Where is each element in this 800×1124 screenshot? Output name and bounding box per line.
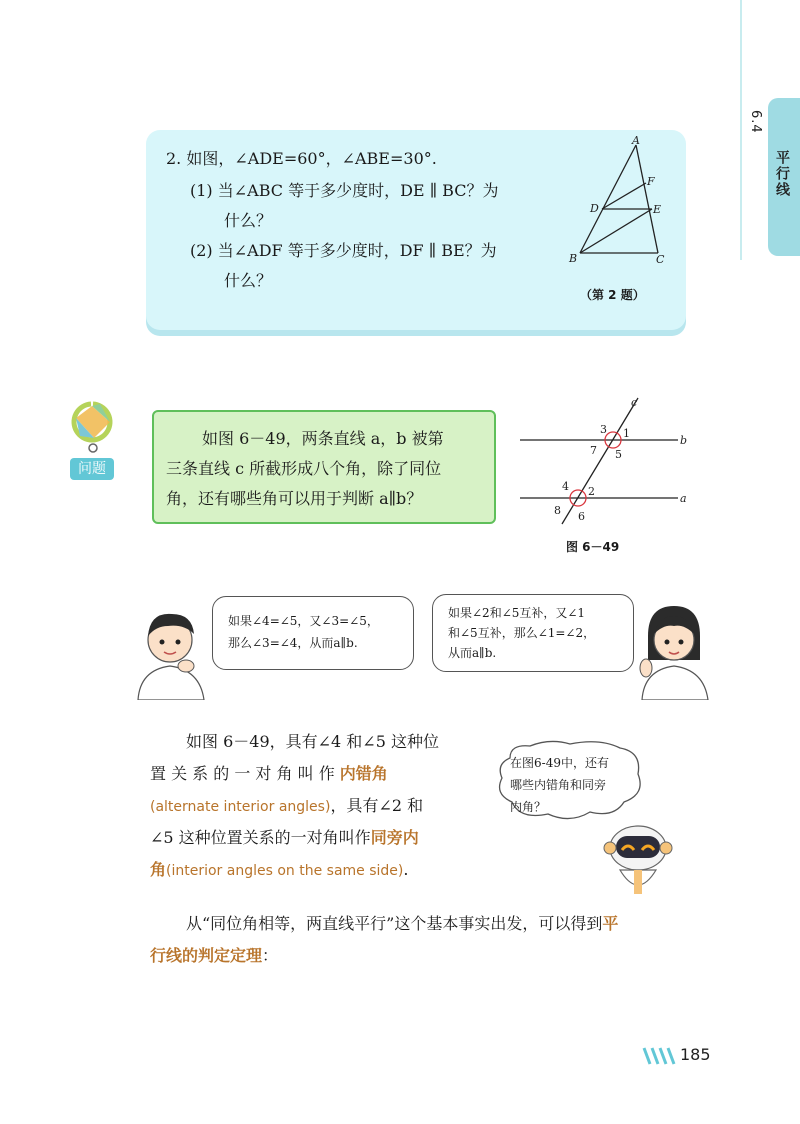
question-line: 角，还有哪些角可以用于判断 a∥b？	[166, 489, 423, 508]
term-same-side-end: 角	[150, 860, 167, 879]
term-same-side: 同旁内	[370, 828, 419, 847]
bubble-right-line: 从而a∥b.	[448, 646, 497, 660]
page-number: 185	[680, 1045, 711, 1064]
angle-2-label: 2	[588, 485, 595, 498]
question-line: 三条直线 c 所截形成八个角，除了同位	[166, 459, 442, 478]
bubble-left-line: 如果∠4=∠5，又∠3=∠5，	[228, 614, 379, 628]
body-text: .	[403, 860, 409, 879]
line-a-label: a	[680, 492, 687, 505]
question-badge: 问题	[70, 458, 114, 480]
robot-bubble-line: 在图6-49中，还有	[510, 756, 609, 770]
label-e: E	[653, 203, 662, 216]
question-line: 如图 6－49，两条直线 a，b 被第	[202, 429, 444, 448]
section-title: 平行线	[774, 150, 790, 198]
body-line-6	[186, 908, 618, 940]
angle-5-label: 5	[615, 448, 622, 461]
label-d: D	[590, 202, 599, 215]
body-text: ∠5 这种位置关系的一对角叫作	[150, 828, 371, 847]
label-f: F	[647, 175, 655, 188]
exercise-line: (1) 当∠ABC 等于多少度时，DE ∥ BC？为	[190, 181, 499, 200]
term-alternate-interior: 内错角	[339, 764, 388, 783]
line-c-label: c	[631, 396, 638, 409]
exercise-line: 2. 如图，∠ADE=60°，∠ABE=30°.	[166, 149, 437, 168]
body-line-7	[150, 940, 278, 972]
body-text: 置 关 系 的 一 对 角 叫 作	[150, 764, 340, 783]
angle-4-label: 4	[562, 480, 569, 493]
bubble-right-line: 和∠5互补，那么∠1=∠2，	[448, 626, 596, 640]
bubble-left-line: 那么∠3=∠4，从而a∥b.	[228, 636, 358, 650]
triangle-figure	[560, 135, 680, 275]
label-b: B	[569, 252, 578, 265]
label-c: C	[656, 253, 665, 266]
page-number-decoration	[640, 1046, 680, 1066]
section-number: 6.4	[748, 110, 763, 134]
angle-8-label: 8	[554, 504, 561, 517]
exercise-caption: （第 2 题）	[580, 288, 645, 302]
line-b-label: b	[680, 434, 688, 447]
label-a: A	[632, 135, 640, 147]
body-line-2	[150, 758, 388, 790]
body-text: 从“同位角相等，两直线平行”这个基本事实出发，可以得到	[186, 914, 603, 933]
boy-illustration	[128, 600, 212, 700]
exercise-line: 什么？	[224, 211, 273, 230]
margin-line	[740, 0, 742, 260]
body-line-4	[150, 822, 419, 854]
angle-3-label: 3	[600, 423, 607, 436]
exercise-line: (2) 当∠ADF 等于多少度时，DF ∥ BE？为	[190, 241, 497, 260]
robot-bubble-line: 哪些内错角和同旁	[510, 778, 607, 792]
term-theorem: 平	[602, 914, 619, 933]
term-english: (alternate interior angles)	[150, 799, 331, 815]
term-theorem: 行线的判定定理	[150, 946, 263, 965]
girl-illustration	[634, 596, 714, 700]
angle-1-label: 1	[623, 427, 630, 440]
question-icon	[66, 398, 120, 454]
body-line-5	[150, 854, 408, 887]
robot-illustration	[598, 820, 678, 900]
parallel-lines-figure	[510, 392, 700, 532]
term-english: (interior angles on the same side)	[166, 863, 404, 879]
figure-caption: 图 6－49	[566, 540, 620, 554]
angle-6-label: 6	[578, 510, 585, 523]
body-line-3	[150, 790, 423, 823]
body-text: ：	[262, 946, 279, 965]
angle-7-label: 7	[590, 444, 597, 457]
body-text: ，具有∠2 和	[330, 796, 424, 815]
body-line-1: 如图 6－49，具有∠4 和∠5 这种位	[186, 732, 439, 751]
exercise-line: 什么？	[224, 271, 273, 290]
robot-bubble-line: 内角？	[510, 800, 547, 814]
bubble-right-line: 如果∠2和∠5互补，又∠1	[448, 606, 586, 620]
